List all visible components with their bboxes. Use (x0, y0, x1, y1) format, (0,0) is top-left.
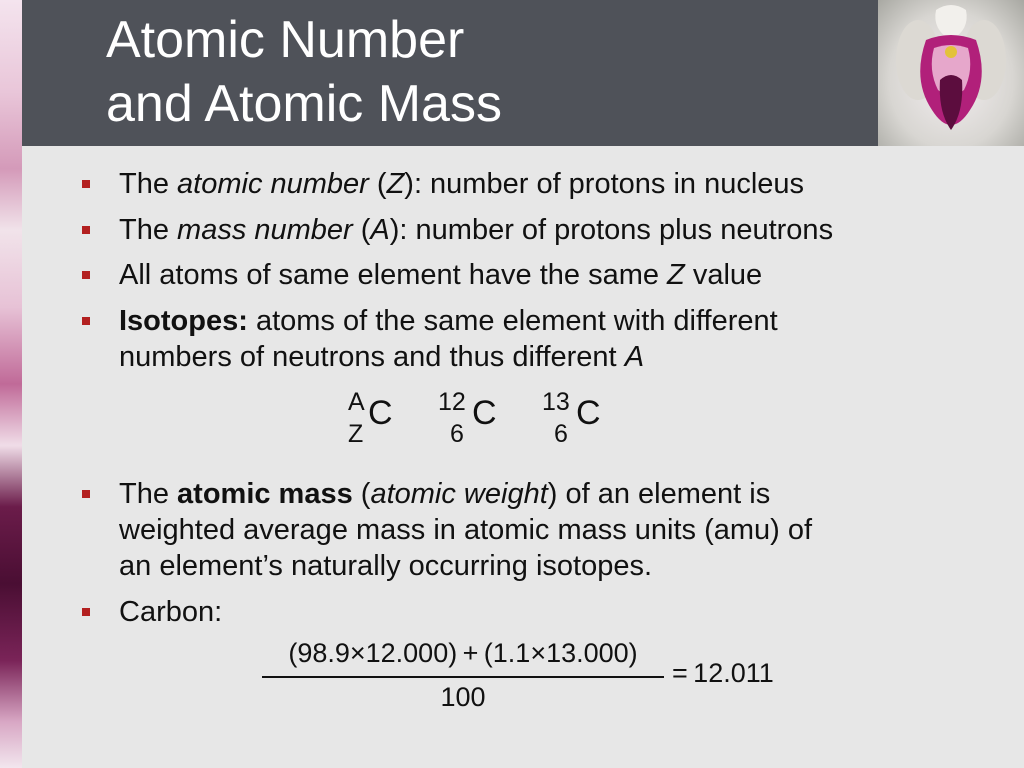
formula-numerator: (98.9×12.000) + (1.1×13.000) (288, 638, 638, 668)
text-run: ): number of protons in nucleus (404, 168, 805, 200)
weighted-average-formula (262, 638, 822, 718)
fraction-bar (262, 676, 664, 678)
formula-denominator: 100 (440, 682, 486, 712)
text-run: ): number of protons plus neutrons (389, 214, 834, 246)
isotope-notation (348, 388, 648, 458)
bullet-text: Carbon: (119, 596, 223, 628)
bullet-text (119, 303, 778, 375)
title-line-2: and Atomic Mass (106, 75, 502, 133)
slide-title (106, 8, 502, 136)
bullet-text (119, 257, 762, 293)
element-symbol: C (368, 394, 393, 432)
term-italic: atomic weight (370, 478, 548, 510)
orchid-photo (878, 0, 1024, 146)
term-italic: mass number (177, 214, 353, 246)
text-run: ( (352, 478, 371, 510)
title-line-1: Atomic Number (106, 11, 465, 69)
atomic-number: Z (348, 420, 364, 448)
text-run: atoms of the same element with different (247, 305, 778, 337)
text-line: weighted average mass in atomic mass units (amu) of (119, 514, 813, 546)
bullet-marker (82, 317, 90, 325)
atomic-number: 6 (554, 420, 568, 448)
mass-number: 13 (542, 388, 570, 416)
variable-a: A (370, 214, 390, 246)
formula-result: = 12.011 (672, 658, 774, 688)
mass-number: A (348, 388, 365, 416)
element-symbol: C (472, 394, 497, 432)
term-italic: atomic number (177, 168, 369, 200)
text-run: The (119, 478, 178, 510)
bullet-marker (82, 271, 90, 279)
text-line: an element’s naturally occurring isotopes. (119, 550, 653, 582)
bullet-text (119, 476, 812, 584)
bullet-text (119, 212, 833, 248)
bullet-marker (82, 608, 90, 616)
text-run: All atoms of same element have the same (119, 259, 668, 291)
term-bold: Isotopes: (119, 305, 248, 337)
bullet-marker (82, 226, 90, 234)
title-band (22, 0, 878, 146)
bullet-text (119, 166, 804, 202)
orchid-decoration-strip (0, 0, 22, 768)
text-run: numbers of neutrons and thus different (119, 341, 625, 373)
text-run: The (119, 168, 178, 200)
text-run: ( (352, 214, 371, 246)
mass-number: 12 (438, 388, 466, 416)
variable-z: Z (386, 168, 405, 200)
text-run: ( (368, 168, 387, 200)
bullet-marker (82, 180, 90, 188)
atomic-number: 6 (450, 420, 464, 448)
bullet-marker (82, 490, 90, 498)
text-run: value (684, 259, 763, 291)
variable-z: Z (667, 259, 685, 291)
term-bold: atomic mass (177, 478, 353, 510)
element-symbol: C (576, 394, 601, 432)
text-run: The (119, 214, 178, 246)
text-run: ) of an element is (547, 478, 771, 510)
variable-a: A (624, 341, 645, 373)
